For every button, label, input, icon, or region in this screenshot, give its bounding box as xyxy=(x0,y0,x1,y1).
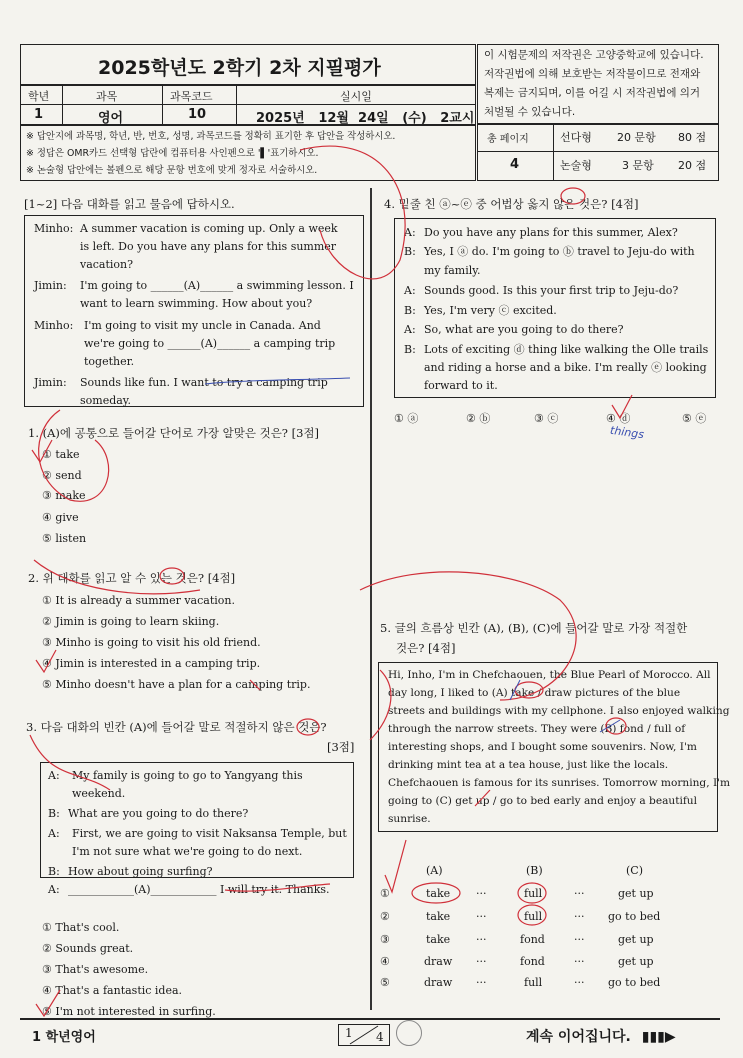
footer-subject: 1 학년영어 xyxy=(32,1030,96,1045)
q4-option-2[interactable]: ② ⓑ xyxy=(466,412,491,425)
q4-option-5[interactable]: ⑤ ⓔ xyxy=(682,412,707,425)
q4-option-1[interactable]: ① ⓐ xyxy=(394,412,419,425)
page-total: 4 xyxy=(376,1030,384,1044)
q5-stem-line2: 것은? [4점] xyxy=(396,641,456,655)
mc-points: 80 점 xyxy=(678,131,707,144)
q3-option-2[interactable]: ② Sounds great. xyxy=(42,942,134,955)
page-current: 1 xyxy=(345,1026,353,1040)
q3-option-3[interactable]: ③ That's awesome. xyxy=(42,963,149,976)
exam-notes: ※ 답안지에 과목명, 학년, 반, 번호, 성명, 과목코드를 정확히 표기한 후 답안을 작성하시오. ※ 정답은 OMR카드 선택형 답란에 컴퓨터용 사인펜으로 '▌'표기하시오. ※ 논술형 답안에는 볼펜으로 해당 문항 번호에 맞게 정자로 서술하시오. xyxy=(26,131,396,176)
q2-option-4[interactable]: ④ Jimin is interested in a camping trip. xyxy=(42,657,261,670)
arrow-right-icon: ▮▮▮▶ xyxy=(641,1029,676,1045)
col-code-label: 과목코드 xyxy=(170,90,213,103)
q1-option-4[interactable]: ④ give xyxy=(42,511,79,524)
mc-label: 선다형 xyxy=(560,131,592,144)
q3-option-4[interactable]: ④ That's a fantastic idea. xyxy=(42,984,183,997)
page-slash xyxy=(338,1024,390,1046)
q2-stem: 2. 위 대화를 읽고 알 수 있는 것은? [4점] xyxy=(28,571,236,585)
q2-option-5[interactable]: ⑤ Minho doesn't have a plan for a camping trip. xyxy=(42,678,311,691)
q3-stem: 3. 다음 대화의 빈칸 (A)에 들어갈 말로 적절하지 않은 것은? xyxy=(26,720,327,734)
copyright-notice: 이 시험문제의 저작권은 고양중학교에 있습니다. 저작권법에 의해 보호받는 저작물이므로 전재와 복제는 금지되며, 이를 어길 시 저작권법에 의거 처벌될 수 있습니다. xyxy=(484,49,704,118)
col-subject-label: 과목 xyxy=(96,90,118,103)
q1-option-2[interactable]: ② send xyxy=(42,469,82,482)
q2-option-1[interactable]: ① It is already a summer vacation. xyxy=(42,594,235,607)
q4-option-3[interactable]: ③ ⓒ xyxy=(534,412,559,425)
continue-note: 계속 이어집니다. ▮▮▮▶ xyxy=(526,1029,676,1045)
code-value: 10 xyxy=(188,107,207,122)
q1-option-1[interactable]: ① take xyxy=(42,448,80,461)
essay-points: 20 점 xyxy=(678,159,707,172)
q3-option-1[interactable]: ① That's cool. xyxy=(42,921,120,934)
date-value: 2025년 12월 24일 (수) 2교시 xyxy=(256,111,475,126)
q3-option-5[interactable]: ⑤ I'm not interested in surfing. xyxy=(42,1005,216,1018)
subject-value: 영어 xyxy=(98,111,124,126)
col-grade-label: 학년 xyxy=(28,90,50,103)
q2-option-2[interactable]: ② Jimin is going to learn skiing. xyxy=(42,615,220,628)
handwritten-note: things xyxy=(609,423,645,442)
q1-option-5[interactable]: ⑤ listen xyxy=(42,532,87,545)
q4-stem: 4. 밑줄 친 ⓐ~ⓔ 중 어법상 옳지 않은 것은? [4점] xyxy=(384,197,639,211)
q4-option-4[interactable]: ④ ⓓ xyxy=(606,412,631,425)
q1-stem: 1. (A)에 공통으로 들어갈 단어로 가장 알맞은 것은? [3점] xyxy=(28,426,320,440)
q3-points: [3점] xyxy=(327,740,355,754)
footer-rule xyxy=(20,1018,720,1020)
mc-count: 20 문항 xyxy=(617,131,656,144)
q12-instruction: [1~2] 다음 대화를 읽고 물음에 답하시오. xyxy=(24,197,235,211)
pages-label: 총 페이지 xyxy=(487,134,529,145)
page-title: 2025학년도 2학기 2차 지필평가 xyxy=(98,57,381,79)
q2-option-3[interactable]: ③ Minho is going to visit his old friend. xyxy=(42,636,261,649)
q5-stem-line1: 5. 글의 흐름상 빈칸 (A), (B), (C)에 들어갈 말로 가장 적절한 xyxy=(380,621,688,635)
school-seal-icon xyxy=(396,1020,422,1046)
grade-value: 1 xyxy=(34,107,44,122)
q1-option-3[interactable]: ③ make xyxy=(42,489,86,502)
essay-label: 논술형 xyxy=(560,159,592,172)
essay-count: 3 문항 xyxy=(622,159,654,172)
pages-value: 4 xyxy=(510,157,520,172)
col-date-label: 실시일 xyxy=(340,90,372,103)
column-divider xyxy=(370,188,372,1010)
